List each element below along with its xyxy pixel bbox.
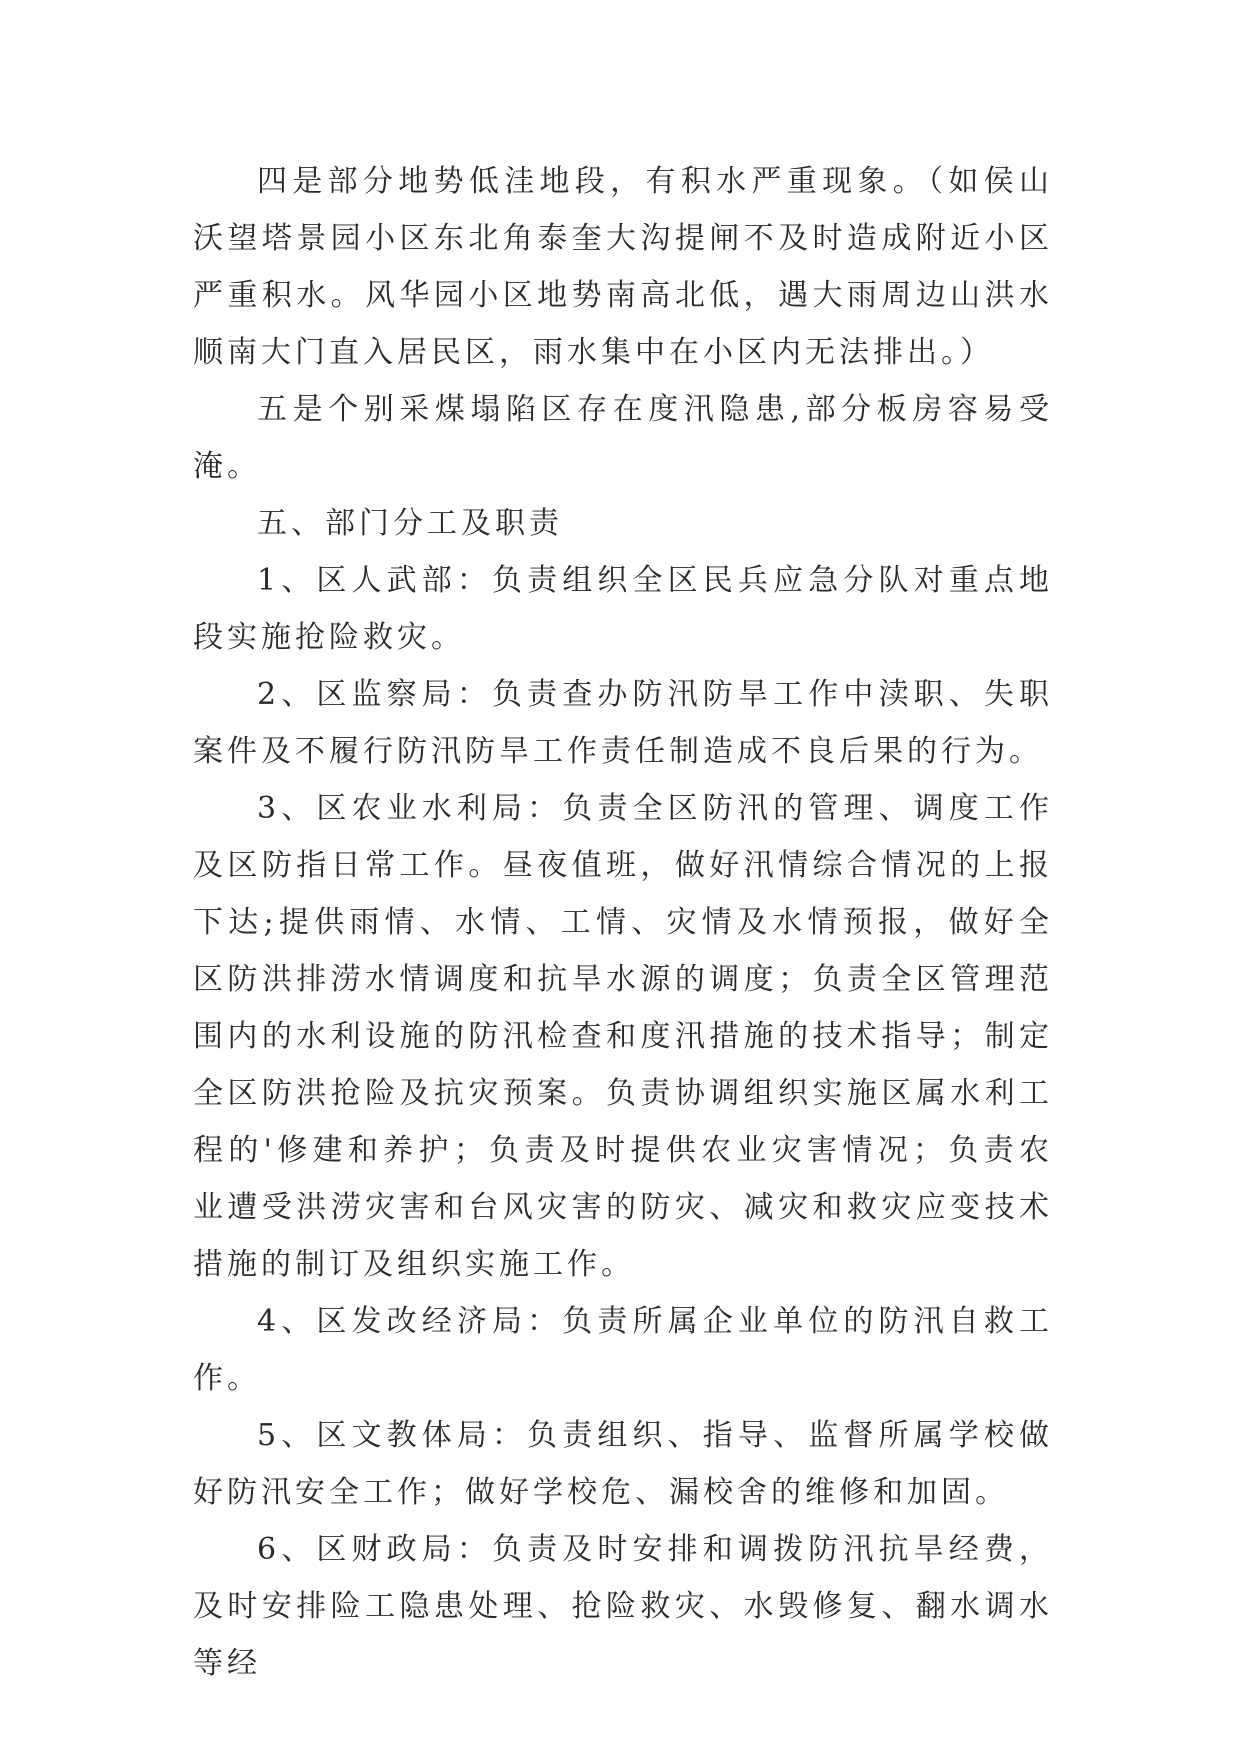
paragraph-item-4: 4、区发改经济局：负责所属企业单位的防汛自救工作。 bbox=[193, 1304, 1053, 1396]
paragraph-item-1: 1、区人武部：负责组织全区民兵应急分队对重点地段实施抢险救灾。 bbox=[193, 563, 1053, 655]
document-body bbox=[193, 153, 1053, 1692]
paragraph-item-3: 3、区农业水利局：负责全区防汛的管理、调度工作及区防指日常工作。昼夜值班，做好汛情综合情况的上报下达;提供雨情、水情、工情、灾情及水情预报，做好全区防洪排涝水情调度和抗旱水源的调度；负责全区管理范围内的水利设施的防汛检查和度汛措施的技术指导；制定全区防洪抢险及抗灾预案。负责协调组织实施区属水利工程的'修建和养护；负责及时提供农业灾害情况；负责农业遭受洪涝灾害和台风灾害的防灾、减灾和救灾应变技术措施的制订及组织实施工作。 bbox=[193, 791, 1053, 1282]
paragraph-item-6: 6、区财政局：负责及时安排和调拨防汛抗旱经费，及时安排险工隐患处理、抢险救灾、水毁修复、翻水调水等经 bbox=[193, 1532, 1053, 1681]
paragraph-item-2: 2、区监察局：负责查办防汛防旱工作中渎职、失职案件及不履行防汛防旱工作责任制造成不良后果的行为。 bbox=[193, 677, 1053, 769]
paragraph-subsidence-areas: 五是个别采煤塌陷区存在度汛隐患,部分板房容易受淹。 bbox=[193, 392, 1053, 484]
section-heading-division-of-duties: 五、部门分工及职责 bbox=[257, 506, 563, 541]
paragraph-item-5: 5、区文教体局：负责组织、指导、监督所属学校做好防汛安全工作；做好学校危、漏校舍的维修和加固。 bbox=[193, 1418, 1053, 1510]
paragraph-low-lying-areas: 四是部分地势低洼地段，有积水严重现象。（如侯山沃望塔景园小区东北角泰奎大沟提闸不及时造成附近小区严重积水。风华园小区地势南高北低，遇大雨周边山洪水顺南大门直入居民区，雨水集中在小区内无法排出。） bbox=[193, 164, 1053, 370]
